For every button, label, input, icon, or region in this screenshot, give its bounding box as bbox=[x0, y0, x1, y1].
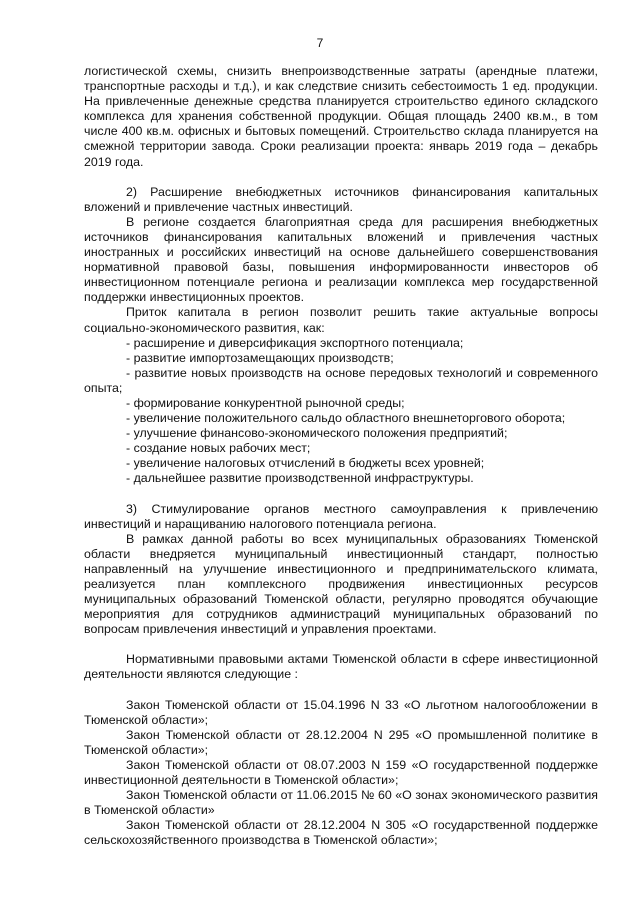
paragraph: 2) Расширение внебюджетных источников финансирования капитальных вложений и привлечение частных инвестиций. bbox=[84, 184, 598, 214]
paragraph: - создание новых рабочих мест; bbox=[126, 441, 311, 456]
paragraph-spacer bbox=[84, 487, 598, 502]
paragraph: логистической схемы, снизить внепроизводственные затраты (арендные платежи, транспортные расходы и т.д.), и как следствие снизить себестоимость 1 ед. продукции. На привлеченные денежные средства планируется строительство единого складского комплекса для хранения собственной продукции. Общая площадь 2400 кв.м., в том числе 400 кв.м. офисных и бытовых помещений. Строительство склада планируется на смежной территории завода. Сроки реализации проекта: январь 2019 года – декабрь 2019 года. bbox=[84, 64, 598, 169]
paragraph: - дальнейшее развитие производственной инфраструктуры. bbox=[126, 471, 474, 486]
paragraph: В регионе создается благоприятная среда для расширения внебюджетных источников финансирования капитальных вложений и привлечения частных иностранных и российских инвестиций на основе дальнейшего совершенствования нормативной правовой базы, повышения информированности инвесторов об инвестиционном потенциале региона и реализации комплекса мер государственной поддержки инвестиционных проектов. bbox=[84, 214, 598, 305]
paragraph-spacer bbox=[84, 683, 598, 698]
paragraph: Приток капитала в регион позволит решить такие актуальные вопросы социально-экономического развития, как: bbox=[84, 305, 598, 335]
paragraph: В рамках данной работы во всех муниципальных образованиях Тюменской области внедряется муниципальный инвестиционный стандарт, полностью направленный на улучшение инвестиционного и предпринимательского климата, реализуется план комплексного продвижения инвестиционных ресурсов муниципальных образований Тюменской области, регулярно проводятся обучающие мероприятия для сотрудников администраций муниципальных образований по вопросам привлечения инвестиций и управления проектами. bbox=[84, 531, 598, 637]
paragraph: Закон Тюменской области от 28.12.2004 N 295 «О промышленной политике в Тюменской области»; bbox=[84, 727, 598, 757]
document-body bbox=[84, 64, 598, 849]
paragraph: Закон Тюменской области от 08.07.2003 N 159 «О государственной поддержке инвестиционной деятельности в Тюменской области»; bbox=[84, 757, 598, 788]
paragraph: 3) Стимулирование органов местного самоуправления к привлечению инвестиций и наращиванию налогового потенциала региона. bbox=[84, 501, 598, 531]
paragraph-spacer bbox=[84, 170, 598, 185]
paragraph: Закон Тюменской области от 15.04.1996 N 33 «О льготном налогообложении в Тюменской области»; bbox=[84, 697, 598, 727]
paragraph-spacer bbox=[84, 637, 598, 652]
paragraph: Закон Тюменской области от 28.12.2004 N 305 «О государственной поддержке сельскохозяйственного производства в Тюменской области»; bbox=[84, 818, 598, 848]
paragraph: - формирование конкурентной рыночной среды; bbox=[126, 395, 405, 410]
paragraph: - улучшение финансово-экономического положения предприятий; bbox=[126, 426, 508, 441]
paragraph: Нормативными правовыми актами Тюменской области в сфере инвестиционной деятельности являются следующие : bbox=[84, 652, 598, 682]
paragraph: - развитие импортозамещающих производств; bbox=[126, 350, 394, 365]
paragraph: - расширение и диверсификация экспортного потенциала; bbox=[126, 335, 464, 350]
paragraph: Закон Тюменской области от 11.06.2015 № 60 «О зонах экономического развития в Тюменской области» bbox=[84, 788, 598, 818]
paragraph: - увеличение положительного сальдо областного внешнеторгового оборота; bbox=[126, 411, 566, 426]
page-number: 7 bbox=[316, 36, 324, 50]
paragraph: - увеличение налоговых отчислений в бюджеты всех уровней; bbox=[126, 456, 485, 471]
paragraph: - развитие новых производств на основе передовых технологий и современного опыта; bbox=[84, 365, 598, 395]
